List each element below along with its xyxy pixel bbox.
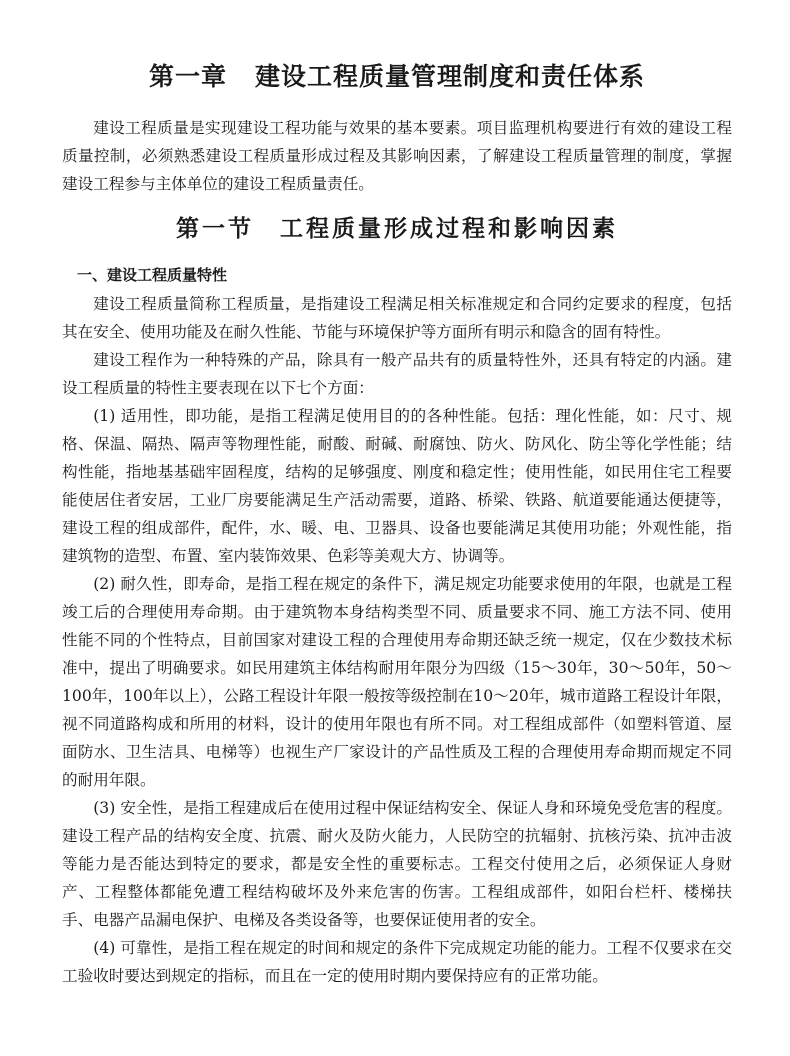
chapter-title	[62, 62, 732, 92]
section-name: 工程质量形成过程和影响因素	[280, 215, 618, 242]
body-paragraph-definition: 建设工程质量简称工程质量，是指建设工程满足相关标准规定和合同约定要求的程度，包括其在安全、使用功能及在耐久性能、节能与环境保护等方面所有明示和隐含的固有特性。	[62, 295, 732, 341]
body-paragraph-safety: (3) 安全性，是指工程建成后在使用过程中保证结构安全、保证人身和环境免受危害的程度。建设工程产品的结构安全度、抗震、耐火及防火能力，人民防空的抗辐射、抗核污染、抗冲击波等能力是否能达到特定的要求，都是安全性的重要标志。工程交付使用之后，必须保证人身财产、工程整体都能免遭工程结构破坏及外来危害的伤害。工程组成部件，如阳台栏杆、楼梯扶手、电器产品漏电保护、电梯及各类设备等，也要保证使用者的安全。	[62, 799, 732, 929]
chapter-number: 第一章	[148, 62, 227, 91]
body-paragraph-characteristics-intro: 建设工程作为一种特殊的产品，除具有一般产品共有的质量特性外，还具有特定的内涵。建设工程质量的特性主要表现在以下七个方面：	[62, 351, 732, 397]
body-paragraph-durability: (2) 耐久性，即寿命，是指工程在规定的条件下，满足规定功能要求使用的年限，也就是工程竣工后的合理使用寿命期。由于建筑物本身结构类型不同、质量要求不同、施工方法不同、使用性能不同的个性特点，目前国家对建设工程的合理使用寿命期还缺乏统一规定，仅在少数技术标准中，提出了明确要求。如民用建筑主体结构耐用年限分为四级（15～30年，30～50年，50～100年，100年以上），公路工程设计年限一般按等级控制在10～20年，城市道路工程设计年限，视不同道路构成和所用的材料，设计的使用年限也有所不同。对工程组成部件（如塑料管道、屋面防水、卫生洁具、电梯等）也视生产厂家设计的产品性质及工程的合理使用寿命期而规定不同的耐用年限。	[62, 575, 732, 789]
section-title	[62, 214, 732, 244]
body-paragraph-reliability: (4) 可靠性，是指工程在规定的时间和规定的条件下完成规定功能的能力。工程不仅要求在交工验收时要达到规定的指标，而且在一定的使用时期内要保持应有的正常功能。	[62, 939, 732, 985]
body-paragraph-applicability: (1) 适用性，即功能，是指工程满足使用目的的各种性能。包括：理化性能，如：尺寸、规格、保温、隔热、隔声等物理性能，耐酸、耐碱、耐腐蚀、防火、防风化、防尘等化学性能；结构性能，指地基基础牢固程度，结构的足够强度、刚度和稳定性；使用性能，如民用住宅工程要能使居住者安居，工业厂房要能满足生产活动需要，道路、桥梁、铁路、航道要能通达便捷等，建设工程的组成部件，配件，水、暖、电、卫器具、设备也要能满足其使用功能；外观性能，指建筑物的造型、布置、室内装饰效果、色彩等美观大方、协调等。	[62, 407, 732, 565]
subsection-heading: 一、建设工程质量特性	[77, 266, 228, 284]
chapter-intro-paragraph: 建设工程质量是实现建设工程功能与效果的基本要素。项目监理机构要进行有效的建设工程质量控制，必须熟悉建设工程质量形成过程及其影响因素，了解建设工程质量管理的制度，掌握建设工程参与主体单位的建设工程质量责任。	[62, 119, 732, 193]
section-number: 第一节	[176, 215, 254, 242]
chapter-name: 建设工程质量管理制度和责任体系	[255, 62, 646, 91]
